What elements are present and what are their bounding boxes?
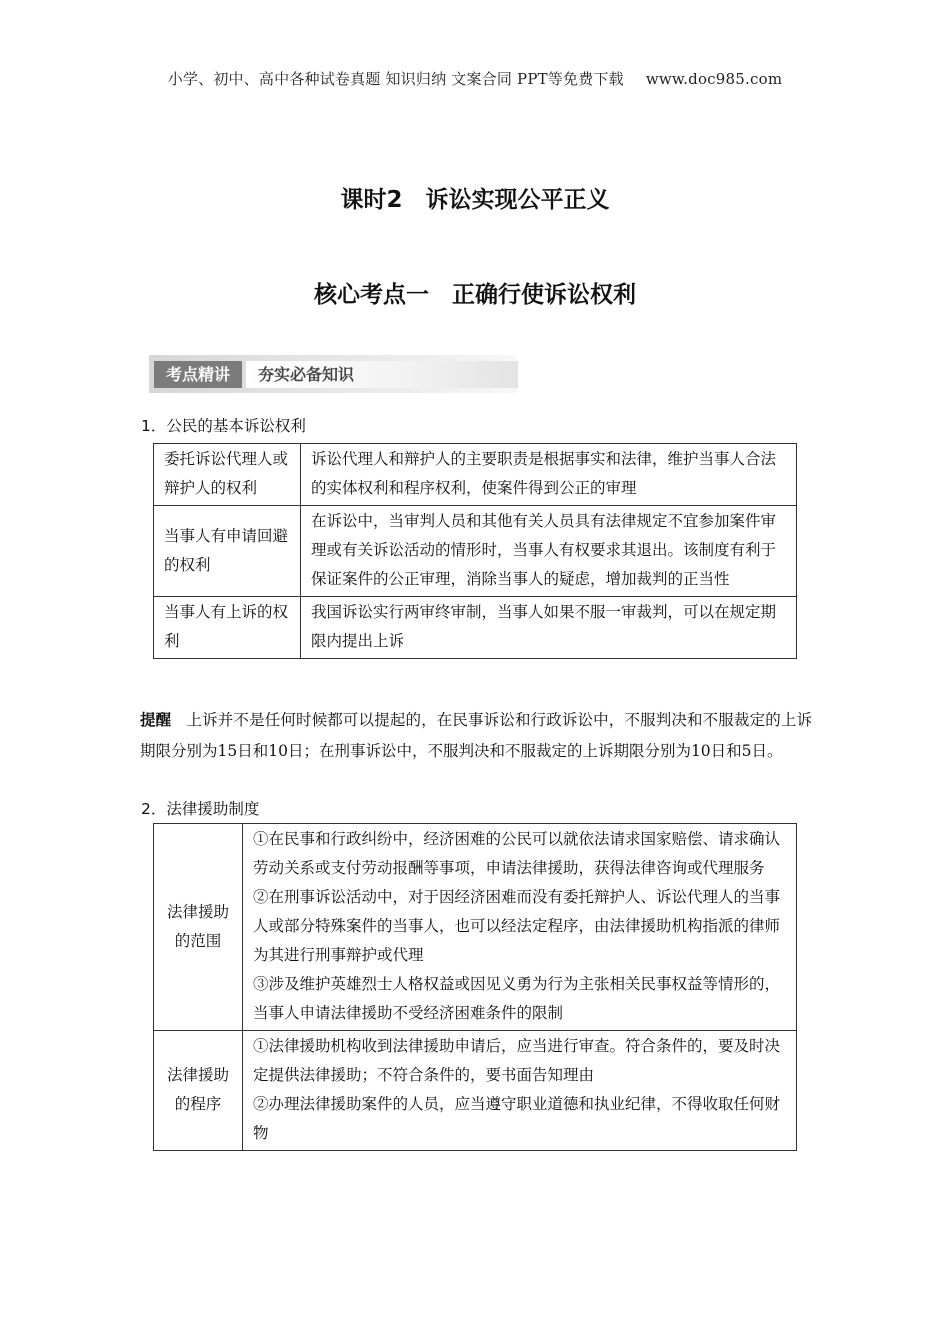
litigation-rights-table bbox=[153, 443, 797, 659]
part1-heading: 1．公民的基本诉讼权利 bbox=[141, 417, 306, 435]
lesson-title: 课时2 诉讼实现公平正义 bbox=[340, 187, 610, 213]
row-value: 我国诉讼实行两审终审制，当事人如果不服一审裁判，可以在规定期限内提出上诉 bbox=[301, 597, 797, 659]
section-title: 核心考点一 正确行使诉讼权利 bbox=[314, 282, 636, 308]
header-site: www.doc985.com bbox=[645, 70, 783, 88]
table-row bbox=[154, 824, 797, 1031]
list-item: ①在民事和行政纠纷中，经济困难的公民可以就依法请求国家赔偿、请求确认劳动关系或支付劳动报酬等事项，申请法律援助，获得法律咨询或代理服务 bbox=[253, 830, 781, 877]
header-text: 小学、初中、高中各种试卷真题 知识归纳 文案合同 PPT等免费下载 bbox=[167, 70, 624, 88]
row-key: 法律援助的程序 bbox=[154, 1031, 243, 1151]
section-badge bbox=[149, 355, 517, 393]
row-value bbox=[243, 824, 797, 1031]
table-row bbox=[154, 444, 797, 506]
list-item: ②在刑事诉讼活动中，对于因经济困难而没有委托辩护人、诉讼代理人的当事人或部分特殊案件的当事人，也可以经法定程序，由法律援助机构指派的律师为其进行刑事辩护或代理 bbox=[253, 888, 781, 964]
list-item: ②办理法律援助案件的人员，应当遵守职业道德和执业纪律，不得收取任何财物 bbox=[253, 1095, 781, 1142]
row-key: 法律援助的范围 bbox=[154, 824, 243, 1031]
list-item: ③涉及维护英雄烈士人格权益或因见义勇为行为主张相关民事权益等情形的，当事人申请法律援助不受经济困难条件的限制 bbox=[253, 975, 781, 1022]
reminder-text: 上诉并不是任何时候都可以提起的，在民事诉讼和行政诉讼中，不服判决和不服裁定的上诉期限分别为15日和10日；在刑事诉讼中，不服判决和不服裁定的上诉期限分别为10日和5日。 bbox=[140, 711, 812, 760]
badge-label: 考点精讲 bbox=[154, 361, 242, 388]
list-item: ①法律援助机构收到法律援助申请后，应当进行审查。符合条件的，要及时决定提供法律援助；不符合条件的，要书面告知理由 bbox=[253, 1037, 781, 1084]
row-key: 当事人有上诉的权利 bbox=[154, 597, 301, 659]
row-value: 诉讼代理人和辩护人的主要职责是根据事实和法律，维护当事人合法的实体权利和程序权利，使案件得到公正的审理 bbox=[301, 444, 797, 506]
table-row bbox=[154, 597, 797, 659]
table-row bbox=[154, 506, 797, 597]
table-row bbox=[154, 1031, 797, 1151]
badge-subtitle: 夯实必备知识 bbox=[246, 361, 518, 388]
page-header bbox=[0, 68, 950, 89]
reminder-label: 提醒 bbox=[140, 711, 172, 729]
row-value bbox=[243, 1031, 797, 1151]
row-value: 在诉讼中，当审判人员和其他有关人员具有法律规定不宜参加案件审理或有关诉讼活动的情形时，当事人有权要求其退出。该制度有利于保证案件的公正审理，消除当事人的疑虑，增加裁判的正当性 bbox=[301, 506, 797, 597]
legal-aid-table bbox=[153, 823, 797, 1151]
row-key: 委托诉讼代理人或辩护人的权利 bbox=[154, 444, 301, 506]
reminder-note bbox=[140, 705, 812, 767]
row-key: 当事人有申请回避的权利 bbox=[154, 506, 301, 597]
part2-heading: 2．法律援助制度 bbox=[141, 800, 260, 818]
